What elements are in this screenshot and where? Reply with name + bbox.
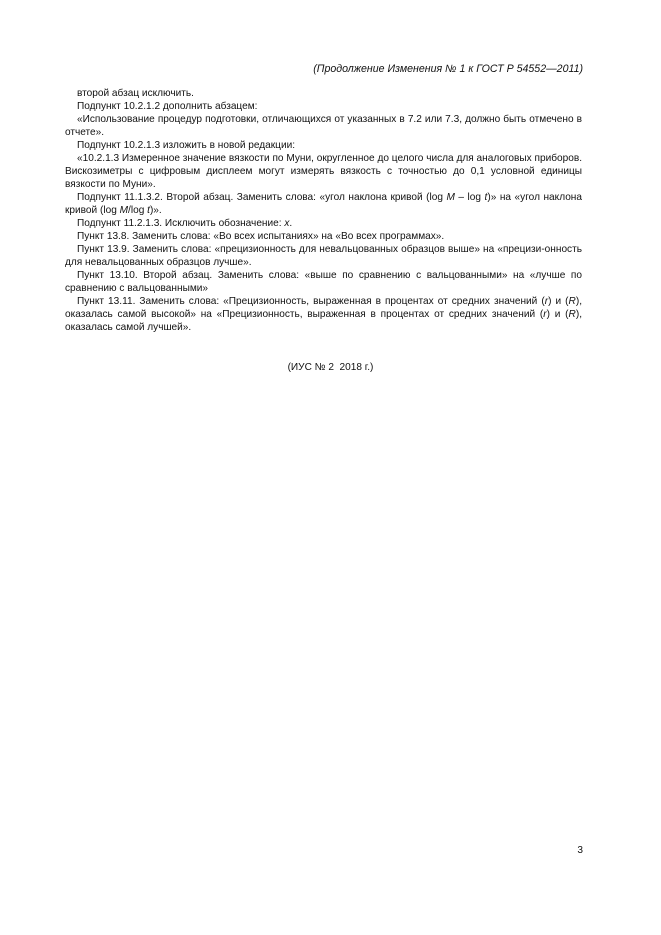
text-run: )».	[149, 205, 162, 216]
text-run: ), оказалась самой лучшей».	[65, 309, 582, 333]
symbol-r: r	[544, 296, 549, 307]
paragraph	[65, 295, 582, 334]
symbol-m: M	[119, 205, 129, 216]
symbol-R: R	[568, 296, 576, 307]
paragraph: Подпункт 10.2.1.2 дополнить абзацем:	[77, 101, 258, 112]
document-body	[65, 87, 582, 334]
text-run: ), оказалась самой высокой» на «Прецизионность, выраженная в процентах от средних значений (	[65, 296, 582, 320]
text-run: ) и (	[546, 309, 569, 320]
page-number: 3	[577, 845, 583, 856]
paragraph: второй абзац исключить.	[77, 88, 194, 99]
text-run: /log	[128, 205, 148, 216]
symbol-t: t	[147, 205, 150, 216]
publication-reference: (ИУС № 2 2018 г.)	[287, 362, 374, 373]
paragraph: Пункт 13.9. Заменить слова: «прецизионность для невальцованных образцов выше» на «прецизи-онность для невальцованных образцов лучше».	[65, 244, 582, 268]
text-run: Подпункт 11.1.3.2. Второй абзац. Заменить слова: «угол наклона кривой (log	[77, 192, 447, 203]
paragraph	[65, 191, 582, 217]
continuation-header: (Продолжение Изменения № 1 к ГОСТ Р 54552—2011)	[313, 63, 583, 75]
symbol-m: M	[446, 192, 455, 203]
text-run: .	[289, 218, 293, 229]
text-run: ) и (	[548, 296, 569, 307]
text-run: Подпункт 11.2.1.3. Исключить обозначение:	[77, 218, 285, 229]
symbol-r: r	[543, 309, 547, 320]
paragraph: Подпункт 10.2.1.3 изложить в новой редакции:	[77, 140, 296, 151]
text-run: – log	[454, 192, 485, 203]
paragraph: Пункт 13.8. Заменить слова: «Во всех испытаниях» на «Во всех программах».	[77, 231, 445, 242]
symbol-t: t	[484, 192, 488, 203]
paragraph	[65, 217, 582, 230]
paragraph: Пункт 13.10. Второй абзац. Заменить слова: «выше по сравнению с вальцованными» на «лучше по сравнению с вальцованными»	[65, 270, 582, 294]
symbol-R: R	[568, 309, 576, 320]
paragraph: «Использование процедур подготовки, отличающихся от указанных в 7.2 или 7.3, должно быть отмечено в отчете».	[65, 114, 582, 138]
paragraph: «10.2.1.3 Измеренное значение вязкости по Муни, округленное до целого числа для аналоговых приборов. Вискозиметры с цифровым дисплеем могут измерять вязкость с точностью до 0,1 условной единицы вязкости по Муни».	[65, 153, 582, 190]
text-run: )» на «угол наклона кривой (log	[65, 192, 582, 216]
text-run: Пункт 13.11. Заменить слова: «Прецизионность, выраженная в процентах от средних значений (	[77, 296, 545, 307]
symbol-x: x	[284, 218, 290, 229]
